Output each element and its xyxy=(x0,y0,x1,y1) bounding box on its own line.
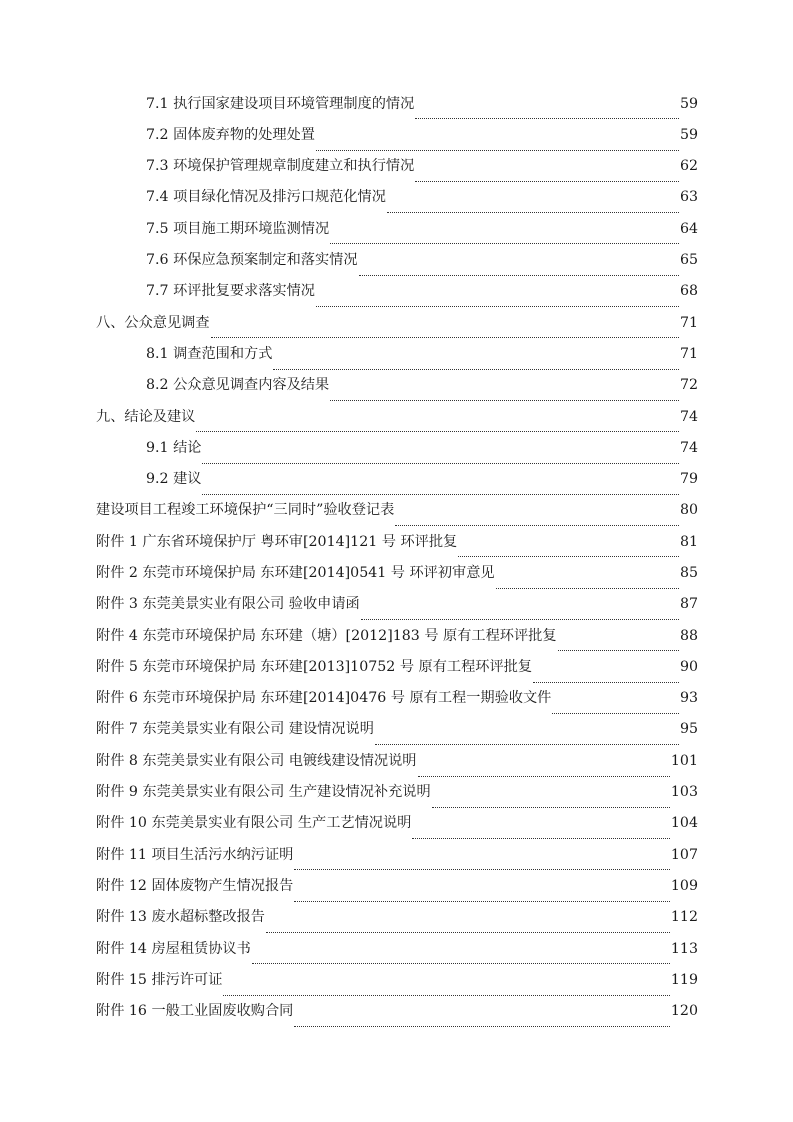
toc-entry-title: 八、公众意见调查 xyxy=(96,314,210,331)
toc-entry[interactable] xyxy=(0,777,793,808)
dot-leader xyxy=(375,735,679,745)
toc-entry-page-number: 88 xyxy=(679,627,698,644)
toc-entry-page-number: 87 xyxy=(679,596,698,613)
dot-leader xyxy=(359,266,679,276)
dot-leader xyxy=(533,673,679,683)
toc-entry-page-number: 81 xyxy=(679,533,698,550)
toc-entry-page-number: 112 xyxy=(670,909,698,926)
toc-entry-page-number: 103 xyxy=(670,784,698,801)
dot-leader xyxy=(496,579,679,589)
dot-leader xyxy=(558,641,679,651)
dot-leader xyxy=(266,923,670,933)
dot-leader xyxy=(412,829,670,839)
toc-entry[interactable] xyxy=(0,651,793,682)
toc-entry[interactable] xyxy=(0,996,793,1027)
dot-leader xyxy=(252,954,670,964)
toc-entry-title: 附件 3 东莞美景实业有限公司 验收申请函 xyxy=(96,596,360,613)
toc-entry-title: 附件 14 房屋租赁协议书 xyxy=(96,940,251,957)
toc-entry-page-number: 62 xyxy=(679,158,698,175)
toc-entry-page-number: 74 xyxy=(679,439,698,456)
toc-entry-page-number: 93 xyxy=(679,690,698,707)
toc-entry-page-number: 109 xyxy=(670,877,698,894)
dot-leader xyxy=(552,704,679,714)
toc-entry[interactable] xyxy=(0,620,793,651)
toc-entry-title: 9.2 建议 xyxy=(146,471,202,488)
toc-entry-title: 8.1 调查范围和方式 xyxy=(146,345,273,362)
dot-leader xyxy=(202,485,678,495)
toc-entry[interactable] xyxy=(0,119,793,150)
dot-leader xyxy=(395,516,679,526)
toc-entry-title: 九、结论及建议 xyxy=(96,408,196,425)
dot-leader xyxy=(418,767,670,777)
toc-entry-title: 附件 1 广东省环境保护厅 粤环审[2014]121 号 环评批复 xyxy=(96,533,458,550)
toc-entry-page-number: 68 xyxy=(679,283,698,300)
toc-entry-title: 7.5 项目施工期环境监测情况 xyxy=(146,220,330,237)
toc-entry[interactable] xyxy=(0,557,793,588)
dot-leader xyxy=(330,234,679,244)
toc-entry-page-number: 104 xyxy=(670,815,698,832)
dot-leader xyxy=(432,798,670,808)
dot-leader xyxy=(211,328,679,338)
toc-entry[interactable] xyxy=(0,714,793,745)
toc-entry-page-number: 120 xyxy=(670,1003,698,1020)
toc-entry-page-number: 90 xyxy=(679,658,698,675)
toc-entry-page-number: 101 xyxy=(670,752,698,769)
dot-leader xyxy=(316,297,679,307)
toc-entry-title: 8.2 公众意见调查内容及结果 xyxy=(146,377,330,394)
toc-entry[interactable] xyxy=(0,933,793,964)
dot-leader xyxy=(387,203,679,213)
toc-entry-page-number: 65 xyxy=(679,252,698,269)
toc-entry-title: 附件 15 排污许可证 xyxy=(96,971,223,988)
toc-entry-page-number: 107 xyxy=(670,846,698,863)
toc-entry[interactable] xyxy=(0,370,793,401)
dot-leader xyxy=(196,422,679,432)
toc-entry-page-number: 85 xyxy=(679,565,698,581)
toc-entry-page-number: 59 xyxy=(679,95,698,112)
toc-entry[interactable] xyxy=(0,307,793,338)
toc-entry[interactable] xyxy=(0,964,793,995)
toc-entry-title: 附件 13 废水超标整改报告 xyxy=(96,909,265,926)
toc-entry[interactable] xyxy=(0,464,793,495)
toc-entry[interactable] xyxy=(0,589,793,620)
toc-entry-title: 7.3 环境保护管理规章制度建立和执行情况 xyxy=(146,158,415,175)
toc-entry-page-number: 64 xyxy=(679,220,698,237)
dot-leader xyxy=(223,986,670,996)
toc-entry[interactable] xyxy=(0,683,793,714)
dot-leader xyxy=(415,172,679,182)
toc-entry[interactable] xyxy=(0,401,793,432)
dot-leader xyxy=(294,892,670,902)
dot-leader xyxy=(316,141,679,151)
toc-entry[interactable] xyxy=(0,88,793,119)
toc-entry[interactable] xyxy=(0,839,793,870)
toc-entry-page-number: 63 xyxy=(679,189,698,206)
toc-entry-title: 附件 2 东莞市环境保护局 东环建[2014]0541 号 环评初审意见 xyxy=(96,565,495,581)
toc-entry-title: 附件 16 一般工业固废收购合同 xyxy=(96,1003,294,1020)
toc-entry-page-number: 59 xyxy=(679,126,698,143)
toc-entry-page-number: 119 xyxy=(670,971,698,988)
dot-leader xyxy=(361,610,679,620)
toc-entry[interactable] xyxy=(0,432,793,463)
toc-entry[interactable] xyxy=(0,902,793,933)
toc-entry-title: 9.1 结论 xyxy=(146,439,202,456)
toc-entry-title: 附件 7 东莞美景实业有限公司 建设情况说明 xyxy=(96,721,374,738)
toc-entry-title: 附件 5 东莞市环境保护局 东环建[2013]10752 号 原有工程环评批复 xyxy=(96,658,533,675)
toc-entry-title: 7.7 环评批复要求落实情况 xyxy=(146,283,315,300)
toc-entry-page-number: 95 xyxy=(679,721,698,738)
toc-entry[interactable] xyxy=(0,151,793,182)
toc-entry-page-number: 113 xyxy=(670,940,698,957)
toc-entry-title: 附件 12 固体废物产生情况报告 xyxy=(96,877,294,894)
toc-entry-page-number: 74 xyxy=(679,408,698,425)
toc-entry-page-number: 72 xyxy=(679,377,698,394)
dot-leader xyxy=(273,360,679,370)
toc-entry-page-number: 71 xyxy=(679,314,698,331)
toc-entry[interactable] xyxy=(0,276,793,307)
dot-leader xyxy=(458,547,679,557)
toc-entry[interactable] xyxy=(0,182,793,213)
toc-entry-title: 附件 4 东莞市环境保护局 东环建（塘）[2012]183 号 原有工程环评批复 xyxy=(96,627,557,644)
toc-entry[interactable] xyxy=(0,526,793,557)
dot-leader xyxy=(202,454,678,464)
table-of-contents xyxy=(0,88,793,1027)
toc-entry-title: 附件 11 项目生活污水纳污证明 xyxy=(96,846,294,863)
dot-leader xyxy=(294,1017,670,1027)
toc-entry-page-number: 71 xyxy=(679,345,698,362)
toc-entry-title: 附件 8 东莞美景实业有限公司 电镀线建设情况说明 xyxy=(96,752,417,769)
toc-entry[interactable] xyxy=(0,870,793,901)
toc-entry-title: 7.1 执行国家建设项目环境管理制度的情况 xyxy=(146,95,415,112)
toc-entry[interactable] xyxy=(0,745,793,776)
dot-leader xyxy=(294,860,670,870)
toc-entry[interactable] xyxy=(0,338,793,369)
toc-entry-page-number: 80 xyxy=(679,502,698,519)
toc-entry-title: 7.4 项目绿化情况及排污口规范化情况 xyxy=(146,189,386,206)
toc-entry[interactable] xyxy=(0,244,793,275)
toc-entry-title: 建设项目工程竣工环境保护“三同时”验收登记表 xyxy=(96,502,395,519)
toc-entry[interactable] xyxy=(0,808,793,839)
dot-leader xyxy=(330,391,679,401)
toc-entry-title: 附件 9 东莞美景实业有限公司 生产建设情况补充说明 xyxy=(96,784,431,801)
dot-leader xyxy=(415,109,679,119)
toc-entry[interactable] xyxy=(0,213,793,244)
toc-entry-title: 7.2 固体废弃物的处理处置 xyxy=(146,126,315,143)
toc-entry-title: 附件 10 东莞美景实业有限公司 生产工艺情况说明 xyxy=(96,815,412,832)
toc-entry[interactable] xyxy=(0,495,793,526)
toc-entry-title: 7.6 环保应急预案制定和落实情况 xyxy=(146,252,358,269)
toc-entry-page-number: 79 xyxy=(679,471,698,488)
toc-entry-title: 附件 6 东莞市环境保护局 东环建[2014]0476 号 原有工程一期验收文件 xyxy=(96,690,552,707)
